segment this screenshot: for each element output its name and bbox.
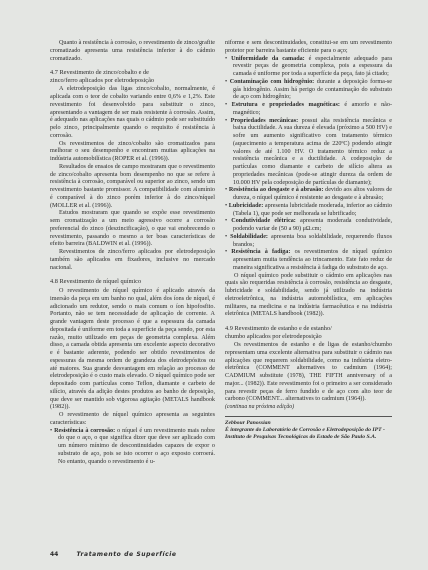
section-4-9-heading-line2: chumbo aplicados por eletrodeposição bbox=[225, 332, 322, 340]
bullet-label: Contaminação com hidrogênio: bbox=[229, 78, 315, 85]
bullet-text: o níquel é um revestimento mais nobre do que o aço, o que significa dizer que deve ser aplicado com um número mínimo de descontinuidades capazes de expor o substrato de aço, pois se isto ocorrer o aço exposto corroerá. No entanto, quando o revestimento é u- bbox=[58, 427, 215, 465]
bullet-item: • Uniformidade da camada: é especialmente adequado para revestir peças de geometria complexa, pois a espessura da camada é uniforme por toda a superfície da peça, fato já citado; bbox=[225, 55, 392, 77]
journal-title: Tratamento de Superfície bbox=[76, 551, 177, 558]
section-4-7-paragraph: Resultados de ensaios de campo mostraram que o revestimento de zinco/cobalto apresenta bom desempenho no que se refere à resistência à corrosão, comparável ou superior ao zinco, sendo um revestimento bastante promissor. A compatibilidade com alumínio é comparável à do zinco porém inferior à do zinco/níquel (MOLLER et al. (1996)). bbox=[50, 163, 215, 209]
bullet-item: • Resistência à corrosão: o níquel é um revestimento mais nobre do que o aço, o que significa dizer que deve ser aplicado com um número mínimo de descontinuidades capazes de expor o substrato de aço, pois se isto ocorrer o aço exposto corroerá. No entanto, quando o revestimento é u- bbox=[50, 427, 215, 465]
right-column bbox=[225, 40, 392, 441]
continued-paragraph: niforme e sem descontinuidades, constitui-se em um revestimento protetor por barreira bastante eficiente para o aço; bbox=[225, 40, 392, 54]
bullet-list bbox=[225, 56, 392, 273]
bullet-label: Soldabilidade: bbox=[230, 233, 268, 240]
section-4-9-heading-line1: 4.9 Revestimento de estanho e de estanho/ bbox=[225, 325, 332, 332]
author-bio: É integrante do Laboratório de Corrosão e Eletrodeposição do IPT - Instituto de Pesquisas Tecnológicas do Estado de São Paulo S.A. bbox=[225, 426, 385, 440]
bullet-text: apresenta moderada condutividade, podendo variar de (50 a 90) μΩ.cm; bbox=[233, 218, 392, 232]
bullet-text: durante a deposição forma-se gás hidrogênio. Assim há perigo de contaminação do substrato de aço com hidrogênio; bbox=[233, 78, 392, 101]
section-4-7-heading bbox=[50, 69, 215, 84]
bullet-text: devido aos altos valores de dureza, o níquel químico é resistente ao desgaste e à abrasão; bbox=[233, 187, 392, 201]
section-4-8-heading: 4.8 Revestimento de níquel químico bbox=[50, 278, 142, 286]
section-4-9-heading bbox=[225, 325, 392, 340]
bullet-item: • Resistência à fadiga: os revestimentos de níquel químico apresentam muita tendência ao trincamento. Este fato reduz de maneira significativa a resistência à fadiga do substrato de aço. bbox=[225, 249, 392, 271]
bullet-label: Lubricidade: bbox=[228, 202, 264, 209]
section-4-7-paragraph: A eletrodeposição das ligas zinco/cobalto, normalmente, é aplicada com o teor de cobalto variando entre 0,6% e 1,2%. Este revestimento foi desenvolvido para substituir o zinco, apresentando a vantagem de ser mais resistente à corrosão. Assim, é adequado nas aplicações nas quais o cádmio pode ser substituído pelo zinco, principalmente quando o requisito é resistência à corrosão. bbox=[50, 86, 215, 139]
bullet-item: • Soldabilidade: apresenta boa soldabilidade, requerendo fluxos brandos; bbox=[225, 233, 392, 248]
bullet-text: possui alta resistência mecânica e baixa ductilidade. A sua dureza é elevada (próximo a 500 HV) e sofre um aumento significativo com tratamento térmico (aquecimento a temperatura acima de 220ºC) podendo atingir valores de até 1.100 HV. O tratamento térmico reduz a resistência mecânica e a ductilidade. A codeposição de partículas como diamante e carbeto de silício altera as propriedades mecânicas (pode-se atingir dureza da ordem de 10.000 HV pela codeposição de partículas de diamante); bbox=[233, 117, 392, 186]
bullet-item: • Contaminação com hidrogênio: durante a deposição forma-se gás hidrogênio. Assim há perigo de contaminação do substrato de aço com hidrogênio; bbox=[225, 78, 392, 101]
bullet-text: é especialmente adequado para revestir peças de geometria complexa, pois a espessura da camada é uniforme por toda a superfície da peça, fato já citado; bbox=[233, 55, 392, 77]
bullet-item: • Lubricidade: apresenta lubricidade moderada, inferior ao cádmio (Tabela 1), que pode ser melhorada se lubrificado; bbox=[225, 202, 392, 217]
bullet-text: apresenta lubricidade moderada, inferior ao cádmio (Tabela 1), que pode ser melhorada se lubrificado; bbox=[233, 202, 392, 217]
section-4-7-heading-line2: zinco/ferro aplicados por eletrodeposição bbox=[50, 76, 155, 84]
bullet-text: apresenta boa soldabilidade, requerendo fluxos brandos; bbox=[233, 233, 392, 248]
continues-note: (continua na próxima edição) bbox=[225, 404, 295, 411]
bullet-label: Resistência ao desgaste e à abrasão: bbox=[228, 187, 324, 194]
author-name: Zebbour Panossian bbox=[225, 419, 271, 426]
intro-paragraph: Quanto à resistência à corrosão, o revestimento de zinco/grafite cromatizado apresenta uma resistência inferior à do cádmio cromatizado. bbox=[50, 40, 216, 62]
author-box bbox=[225, 416, 392, 441]
section-4-7-paragraph: Revestimentos de zinco/ferro aplicados por eletrodeposição também são aplicados em fixadores, inclusive no mercado nacional. bbox=[50, 249, 215, 271]
bullet-item: • Condutividade elétrica: apresenta moderada condutividade, podendo variar de (50 a 90) μΩ.cm; bbox=[225, 218, 392, 232]
section-4-8-paragraph: O revestimento de níquel químico é aplicado através da imersão da peça em um banho no qual, além dos íons de níquel, é adicionado um redutor, sendo o mais comum o íon hipofosfito. Portanto, não se tem necessidade de aplicação de corrente. A grande vantagem deste processo é que a espessura da camada depositada é uniforme em toda a superfície da peça sendo, por esta razão, muito utilizado em peças de geometria complexa. Além disso, a camada obtida apresenta um excelente aspecto decorativo e é bastante aderente, podendo ser obtido revestimentos de espessuras da mesma ordem de grandeza dos eletrodepósitos ou até maiores. Sua grande desvantagem em relação ao processo de eletrodeposição é o custo mais elevado. O níquel químico pode ser depositado com partículas como Teflon, diamante e carbeto de silício, através da adição destes produtos ao banho de deposição, que deve ser mantido sob vigorosa agitação (METALS handbook (1982)). bbox=[50, 288, 215, 411]
bullet-text: é amorfo e não-magnético; bbox=[233, 102, 393, 116]
left-column bbox=[50, 40, 215, 466]
bullet-label: Resistência à fadiga: bbox=[231, 249, 291, 256]
bullet-label: Estrutura e propriedades magnéticas: bbox=[231, 102, 340, 108]
bullet-item: • Propriedades mecânicas: possui alta resistência mecânica e baixa ductilidade. A sua dureza é elevada (próximo a 500 HV) e sofre um aumento significativo com tratamento térmico (aquecimento a temperatura acima de 220ºC) podendo atingir valores de até 1.100 HV. O tratamento térmico reduz a resistência mecânica e a ductilidade. A codeposição de partículas como diamante e carbeto de silício altera as propriedades mecânicas (pode-se atingir dureza da ordem de 10.000 HV pela codeposição de partículas de diamante); bbox=[225, 117, 392, 186]
section-4-9-paragraph: Os revestimentos de estanho e de ligas de estanho/chumbo representam uma excelente alternativa para substituir o cádmio nas aplicações que requerem soldabilidade, como na indústria eletro-eletrônica (COMMENT alternatives to cadmium (1964); CADMIUM substitute (1978), THE FIFTH anniversary of a major... (1982)). Este revestimento foi o primeiro a ser considerado para revestir peças de ferro fundido e de aço com alto teor de carbono (COMMENT... alternatives to cadmium (1964)). bbox=[225, 342, 392, 403]
bullet-text: os revestimentos de níquel químico apresentam muita tendência ao trincamento. Este fato reduz de maneira significativa a resistência à fadiga do substrato de aço. bbox=[233, 249, 392, 271]
bullet-label: Resistência à corrosão: bbox=[54, 427, 116, 434]
bullet-item: • Estrutura e propriedades magnéticas: é amorfo e não-magnético; bbox=[225, 102, 393, 116]
substitution-paragraph: O níquel químico pode substituir o cádmio em aplicações nas quais são requeridas resistência à corrosão, resistência ao desgaste, lubricidade e soldabilidade, sendo já utilizado na indústria eletroeletrônica, na indústria automobilística, em aplicações militares, na medicina e na indústria farmacêutica e na indústria eletrônica (METALS handbook (1982)). bbox=[225, 272, 392, 318]
section-4-8-paragraph: O revestimento de níquel químico apresenta as seguintes características: bbox=[50, 412, 215, 426]
section-4-7-heading-line1: 4.7 Revestimento de zinco/cobalto e de bbox=[50, 69, 149, 77]
bullet-item: • Resistência ao desgaste e à abrasão: devido aos altos valores de dureza, o níquel químico é resistente ao desgaste e à abrasão; bbox=[225, 187, 392, 201]
bullet-label: Condutividade elétrica: bbox=[231, 218, 296, 225]
page-footer bbox=[50, 551, 177, 558]
bullet-label: Uniformidade da camada: bbox=[231, 55, 305, 62]
section-4-7-paragraph: Os revestimentos de zinco/cobalto são cromatizados para melhorar o seu desempenho e encontram muitas aplicações na indústria automobilística (ROPER et al. (1996)). bbox=[50, 140, 215, 163]
section-4-7-paragraph: Estudos mostraram que quando se expõe esse revestimento sem cromatização a um meio agressivo ocorre a corrosão preferencial do zinco (deszincificação), o que vai enobrecendo o revestimento, passando o mesmo a ter boas características de efeito barreira (BALDWIN et al. (1996)). bbox=[50, 210, 215, 248]
bullet-label: Propriedades mecânicas: bbox=[230, 117, 299, 124]
page-number: 44 bbox=[50, 551, 59, 558]
